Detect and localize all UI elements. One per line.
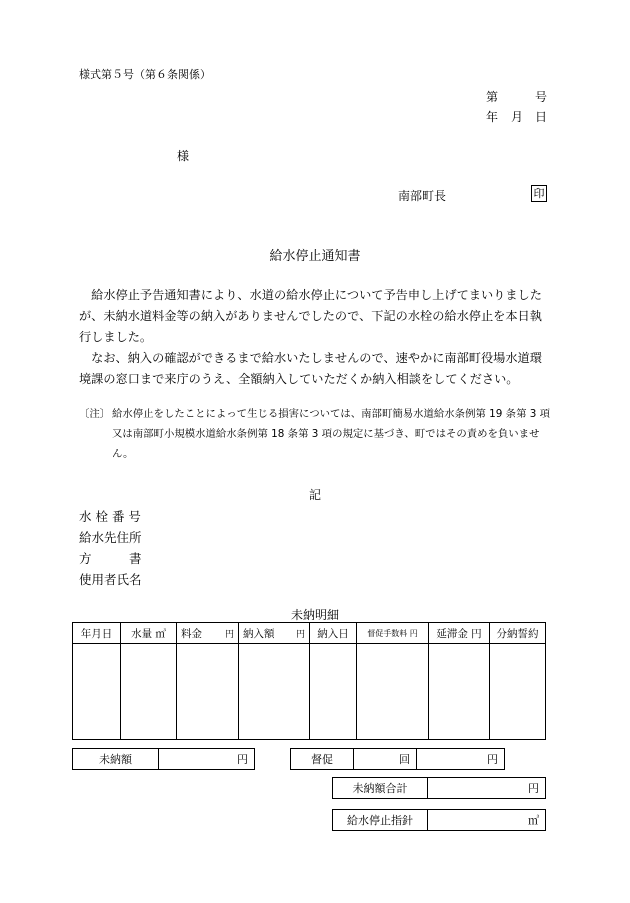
note-label: 〔注〕 bbox=[79, 408, 111, 420]
seal-stamp-box: 印 bbox=[531, 185, 547, 202]
cell-installment[interactable] bbox=[490, 644, 546, 740]
col-reminder-fee: 督促手数料 円 bbox=[357, 623, 429, 644]
form-number: 様式第５号（第６条関係） bbox=[79, 68, 211, 81]
item-user-name: 使用者氏名 bbox=[79, 572, 142, 587]
reminder-label: 督促 bbox=[291, 749, 354, 770]
unpaid-amount-label: 未納額 bbox=[73, 749, 159, 770]
dai-label: 第 bbox=[486, 90, 499, 104]
col-paid-date: 納入日 bbox=[310, 623, 357, 644]
day-label: 日 bbox=[535, 110, 548, 124]
year-label: 年 bbox=[486, 110, 499, 124]
unpaid-amount-field[interactable]: 円 bbox=[159, 749, 255, 770]
paragraph-1: 給水停止予告通知書により、水道の給水停止について予告申し上げてまいりましたが、未納水道料金等の納入がありませんでしたので、下記の水栓の給水停止を本日執行しました。 bbox=[79, 288, 542, 344]
total-unpaid-field[interactable]: 円 bbox=[428, 778, 546, 799]
cell-paid-date[interactable] bbox=[310, 644, 357, 740]
cell-volume[interactable] bbox=[121, 644, 177, 740]
document-title: 給水停止通知書 bbox=[269, 249, 361, 264]
stop-meter-field[interactable]: ㎥ bbox=[428, 810, 546, 831]
reminder-fee-field[interactable]: 円 bbox=[417, 749, 505, 770]
stop-meter-label: 給水停止指針 bbox=[333, 810, 428, 831]
col-late-fee: 延滞金 円 bbox=[429, 623, 490, 644]
item-katagaki: 方 書 bbox=[79, 551, 142, 566]
recipient-honorific: 様 bbox=[177, 149, 190, 163]
reminder-box bbox=[290, 748, 505, 770]
unpaid-amount-box bbox=[72, 748, 255, 770]
go-label: 号 bbox=[535, 90, 548, 104]
col-volume: 水量 ㎥ bbox=[121, 623, 177, 644]
cell-late-fee[interactable] bbox=[429, 644, 490, 740]
table-row bbox=[73, 644, 546, 740]
cell-paid-amount[interactable] bbox=[239, 644, 310, 740]
ki-heading: 記 bbox=[308, 488, 321, 502]
col-paid-amount: 納入額 円 bbox=[239, 623, 310, 644]
col-date: 年月日 bbox=[73, 623, 121, 644]
reminder-count-field[interactable]: 回 bbox=[354, 749, 417, 770]
item-tap-number: 水 栓 番 号 bbox=[79, 509, 141, 524]
month-label: 月 bbox=[511, 110, 524, 124]
stop-meter-box bbox=[332, 809, 546, 831]
col-installment: 分納誓約 bbox=[490, 623, 546, 644]
notice-body bbox=[79, 285, 551, 390]
cell-date[interactable] bbox=[73, 644, 121, 740]
cell-fee[interactable] bbox=[177, 644, 239, 740]
item-address: 給水先住所 bbox=[79, 530, 142, 545]
mayor-label: 南部町長 bbox=[398, 189, 447, 203]
item-list bbox=[79, 506, 142, 590]
unpaid-details-table bbox=[72, 622, 546, 740]
paragraph-2: なお、納入の確認ができるまで給水いたしませんので、速やかに南部町役場水道環境課の窓口まで来庁のうえ、全額納入していただくか納入相談をしてください。 bbox=[79, 351, 542, 386]
col-fee: 料金 円 bbox=[177, 623, 239, 644]
cell-reminder-fee[interactable] bbox=[357, 644, 429, 740]
total-unpaid-box bbox=[332, 777, 546, 799]
note-text: 給水停止をしたことによって生じる損害については、南部町簡易水道給水条例第 19 条第 3 項又は南部町小規模水道給水条例第 18 条第 3 項の規定に基づき、町ではその責めを負いません。 bbox=[112, 408, 551, 460]
unpaid-table-title: 未納明細 bbox=[290, 608, 339, 622]
total-unpaid-label: 未納額合計 bbox=[333, 778, 428, 799]
